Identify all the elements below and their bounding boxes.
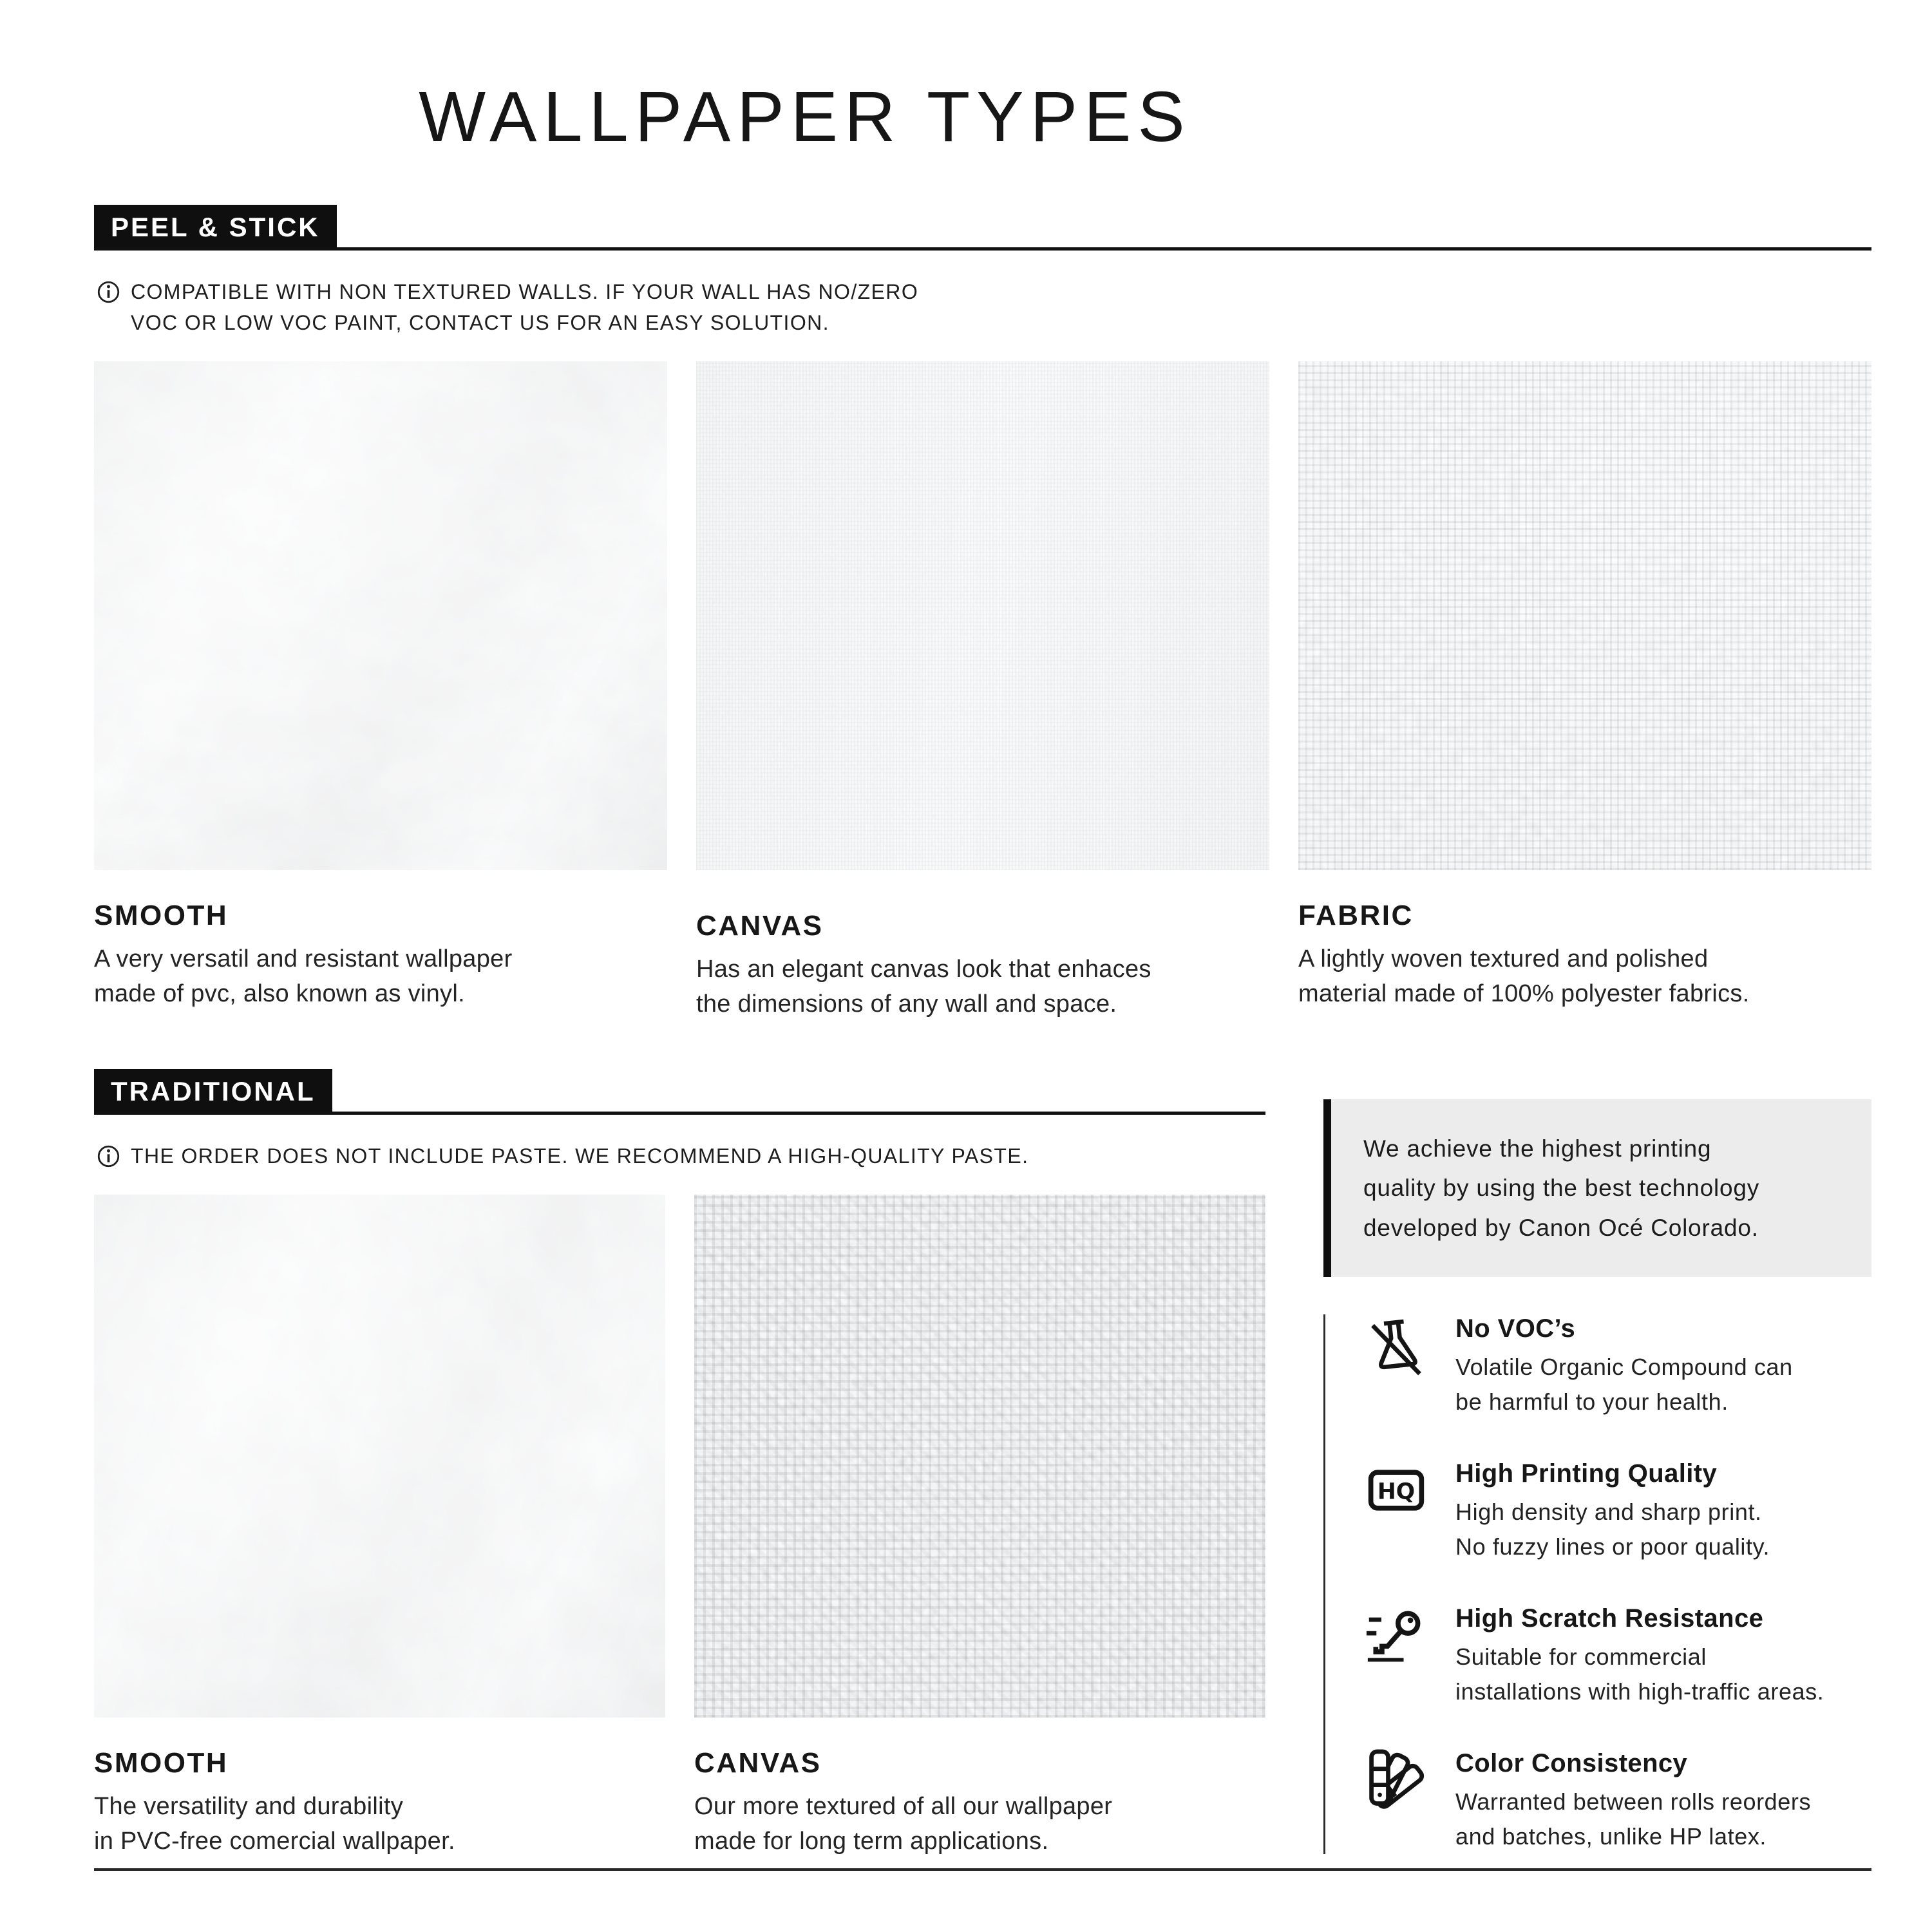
page-title: WALLPAPER TYPES xyxy=(419,77,1191,156)
no-voc-flask-icon xyxy=(1365,1314,1427,1376)
canvas-texture-image xyxy=(694,1195,1265,1718)
feature-text xyxy=(1455,1749,1811,1854)
feature-no-voc xyxy=(1365,1314,1871,1419)
swatch-name: SMOOTH xyxy=(94,1747,229,1779)
feature-text xyxy=(1455,1314,1793,1419)
desc-line: installations with high-traffic areas. xyxy=(1455,1678,1824,1705)
desc-line: be harmful to your health. xyxy=(1455,1388,1728,1416)
swatch-card-canvas-traditional xyxy=(694,1195,1265,1859)
fabric-texture-image xyxy=(1298,361,1871,870)
swatch-card-canvas xyxy=(696,361,1269,1022)
swatch-name: FABRIC xyxy=(1298,900,1414,931)
desc-line: Suitable for commercial xyxy=(1455,1643,1707,1671)
desc-line: The versatility and durability xyxy=(94,1792,403,1820)
traditional-section xyxy=(94,1063,1265,1859)
feature-high-scratch-resistance xyxy=(1365,1604,1871,1709)
peel-stick-note-text xyxy=(131,276,918,338)
feature-description xyxy=(1455,1350,1793,1419)
swatch-description xyxy=(694,1790,1265,1859)
note-line: VOC OR LOW VOC PAINT, CONTACT US FOR AN EASY SOLUTION. xyxy=(131,311,829,334)
feature-list xyxy=(1323,1314,1871,1854)
desc-line: A lightly woven textured and polished xyxy=(1298,945,1709,972)
info-icon xyxy=(97,1144,120,1168)
quality-line: We achieve the highest printing xyxy=(1363,1135,1712,1162)
swatch-name: CANVAS xyxy=(696,910,824,942)
desc-line: Warranted between rolls reorders xyxy=(1455,1788,1812,1815)
desc-line: made for long term applications. xyxy=(694,1827,1049,1855)
feature-title: High Scratch Resistance xyxy=(1455,1604,1764,1633)
feature-title: Color Consistency xyxy=(1455,1749,1688,1778)
peel-stick-section-header xyxy=(94,199,1871,251)
feature-description xyxy=(1455,1640,1824,1709)
swatch-name: SMOOTH xyxy=(94,900,229,931)
key-scratch-icon xyxy=(1365,1604,1427,1666)
peel-stick-label: PEEL & STICK xyxy=(94,205,337,251)
swatch-card-smooth-traditional xyxy=(94,1195,665,1859)
feature-title: No VOC’s xyxy=(1455,1314,1576,1343)
color-swatches-icon xyxy=(1365,1749,1427,1811)
desc-line: Has an elegant canvas look that enhaces xyxy=(696,956,1151,983)
hq-badge-icon xyxy=(1365,1459,1427,1521)
feature-text xyxy=(1455,1604,1824,1709)
note-line: COMPATIBLE WITH NON TEXTURED WALLS. IF YOUR WALL HAS NO/ZERO xyxy=(131,280,919,303)
feature-description xyxy=(1455,1785,1811,1854)
quality-line: developed by Canon Océ Colorado. xyxy=(1363,1214,1759,1241)
desc-line: material made of 100% polyester fabrics. xyxy=(1298,980,1750,1007)
desc-line: in PVC-free comercial wallpaper. xyxy=(94,1827,455,1855)
note-line: THE ORDER DOES NOT INCLUDE PASTE. WE RECOMMEND A HIGH-QUALITY PASTE. xyxy=(131,1144,1029,1168)
smooth-texture-image xyxy=(94,361,667,870)
svg-text:HQ: HQ xyxy=(1377,1479,1416,1505)
desc-line: made of pvc, also known as vinyl. xyxy=(94,980,465,1007)
feature-high-printing-quality xyxy=(1365,1459,1871,1564)
peel-stick-divider-line xyxy=(94,247,1871,251)
printing-quality-callout xyxy=(1323,1099,1871,1277)
desc-line: High density and sharp print. xyxy=(1455,1499,1762,1526)
bottom-area xyxy=(94,1063,1871,1859)
swatch-card-fabric xyxy=(1298,361,1871,1022)
info-icon xyxy=(97,280,120,304)
traditional-note-text xyxy=(131,1141,1028,1171)
feature-description xyxy=(1455,1495,1770,1564)
traditional-swatch-row xyxy=(94,1195,1265,1859)
quality-line: quality by using the best technology xyxy=(1363,1175,1760,1202)
feature-text xyxy=(1455,1459,1770,1564)
traditional-divider-line xyxy=(94,1112,1265,1115)
quality-sidebar xyxy=(1323,1099,1871,1854)
swatch-description xyxy=(1298,942,1871,1012)
feature-title: High Printing Quality xyxy=(1455,1459,1718,1488)
canvas-texture-image xyxy=(696,361,1269,870)
swatch-description xyxy=(696,952,1269,1022)
swatch-description xyxy=(94,942,667,1012)
swatch-description xyxy=(94,1790,665,1859)
desc-line: Our more textured of all our wallpaper xyxy=(694,1792,1113,1820)
traditional-section-header xyxy=(94,1063,1265,1115)
peel-stick-note xyxy=(97,276,1871,338)
peel-stick-swatch-row xyxy=(94,361,1871,1022)
feature-color-consistency xyxy=(1365,1749,1871,1854)
swatch-card-smooth xyxy=(94,361,667,1022)
smooth-texture-image xyxy=(94,1195,665,1718)
desc-line: No fuzzy lines or poor quality. xyxy=(1455,1533,1770,1560)
traditional-note xyxy=(97,1141,1265,1171)
desc-line: and batches, unlike HP latex. xyxy=(1455,1823,1767,1850)
traditional-label: TRADITIONAL xyxy=(94,1069,332,1115)
desc-line: the dimensions of any wall and space. xyxy=(696,990,1117,1018)
desc-line: A very versatil and resistant wallpaper xyxy=(94,945,513,972)
bottom-rule xyxy=(94,1868,1871,1871)
swatch-name: CANVAS xyxy=(694,1747,822,1779)
desc-line: Volatile Organic Compound can xyxy=(1455,1354,1793,1381)
